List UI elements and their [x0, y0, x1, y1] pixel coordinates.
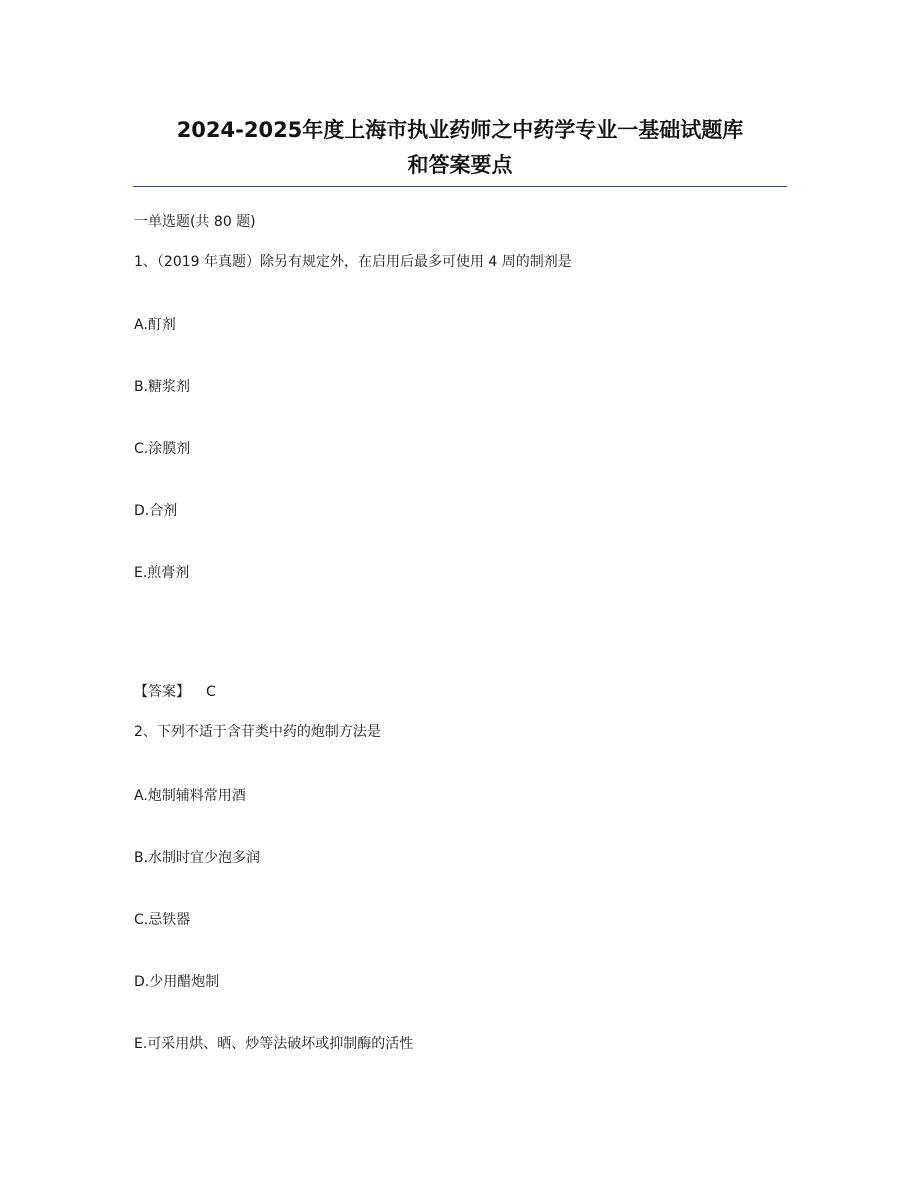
question-2-option-d: D.少用醋炮制: [134, 974, 220, 990]
answer-value: C: [206, 684, 216, 700]
question-1-option-a: A.酊剂: [134, 317, 176, 333]
page-title-continued: 和答案要点: [407, 153, 513, 177]
title-divider: [133, 186, 787, 187]
question-1-option-e: E.煎膏剂: [134, 565, 190, 581]
question-2-option-e: E.可采用烘、晒、炒等法破坏或抑制酶的活性: [134, 1036, 414, 1052]
question-2-stem: 2、下列不适于含苷类中药的炮制方法是: [134, 724, 381, 740]
question-1-option-c: C.涂膜剂: [134, 441, 191, 457]
question-1-stem: 1、（2019 年真题）除另有规定外，在启用后最多可使用 4 周的制剂是: [134, 254, 572, 270]
page-title: 2024-2025年度上海市执业药师之中药学专业一基础试题库: [176, 118, 744, 142]
question-2-option-a: A.炮制辅料常用酒: [134, 788, 246, 804]
question-1-answer: [134, 682, 216, 702]
question-1-option-d: D.合剂: [134, 503, 178, 519]
question-2-option-c: C.忌铁器: [134, 912, 191, 928]
section-heading: 一单选题(共 80 题): [134, 214, 256, 230]
question-1-option-b: B.糖浆剂: [134, 379, 191, 395]
question-2-option-b: B.水制时宜少泡多润: [134, 850, 261, 866]
answer-label: 【答案】: [134, 684, 190, 700]
